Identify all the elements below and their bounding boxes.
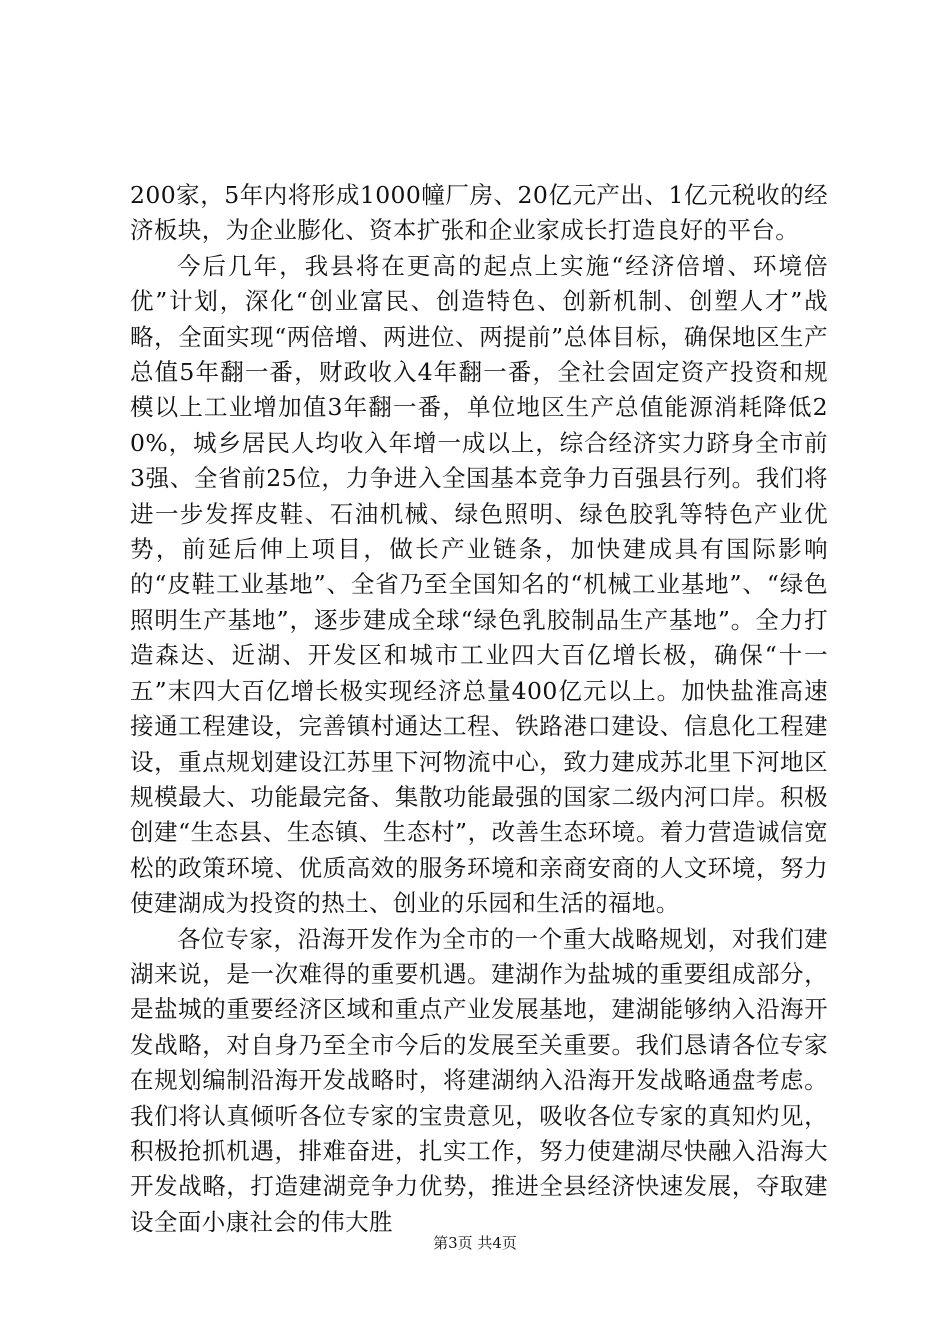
paragraph-coastal-strategy: 各位专家，沿海开发作为全市的一个重大战略规划，对我们建湖来说，是一次难得的重要机遇。建湖作为盐城的重要组成部分，是盐城的重要经济区域和重点产业发展基地，建湖能够纳入沿海开发战略，对自身乃至全市今后的发展至关重要。我们恳请各位专家在规划编制沿海开发战略时，将建湖纳入沿海开发战略通盘考虑。我们将认真倾听各位专家的宝贵意见，吸收各位专家的真知灼见，积极抢抓机遇，排难奋进，扎实工作，努力使建湖尽快融入沿海大开发战略，打造建湖竞争力优势，推进全县经济快速发展，夺取建设全面小康社会的伟大胜 <box>130 924 828 1236</box>
page-number-footer: 第3页 共4页 <box>433 1234 517 1252</box>
paragraph-continuation: 200家，5年内将形成1000幢厂房、20亿元产出、1亿元税收的经济板块，为企业膨化、资本扩张和企业家成长打造良好的平台。 <box>130 181 828 245</box>
paragraph-development-plan: 今后几年，我县将在更高的起点上实施“经济倍增、环境倍优”计划，深化“创业富民、创造特色、创新机制、创塑人才”战略，全面实现“两倍增、两进位、两提前”总体目标，确保地区生产总值5年翻一番，财政收入4年翻一番，全社会固定资产投资和规模以上工业增加值3年翻一番，单位地区生产总值能源消耗降低20%，城乡居民人均收入年增一成以上，综合经济实力跻身全市前3强、全省前25位，力争进入全国基本竞争力百强县行列。我们将进一步发挥皮鞋、石油机械、绿色照明、绿色胶乳等特色产业优势，前延后伸上项目，做长产业链条，加快建成具有国际影响的“皮鞋工业基地”、全省乃至全国知名的“机械工业基地”、“绿色照明生产基地”，逐步建成全球“绿色乳胶制品生产基地”。全力打造森达、近湖、开发区和城市工业四大百亿增长极，确保“十一五”末四大百亿增长极实现经济总量400亿元以上。加快盐淮高速接通工程建设，完善镇村通达工程、铁路港口建设、信息化工程建设，重点规划建设江苏里下河物流中心，致力建成苏北里下河地区规模最大、功能最完备、集散功能最强的国家二级内河口岸。积极创建“生态县、生态镇、生态村”，改善生态环境。着力营造诚信宽松的政策环境、优质高效的服务环境和亲商安商的人文环境，努力使建湖成为投资的热土、创业的乐园和生活的福地。 <box>130 251 828 918</box>
document-body <box>130 178 828 1240</box>
